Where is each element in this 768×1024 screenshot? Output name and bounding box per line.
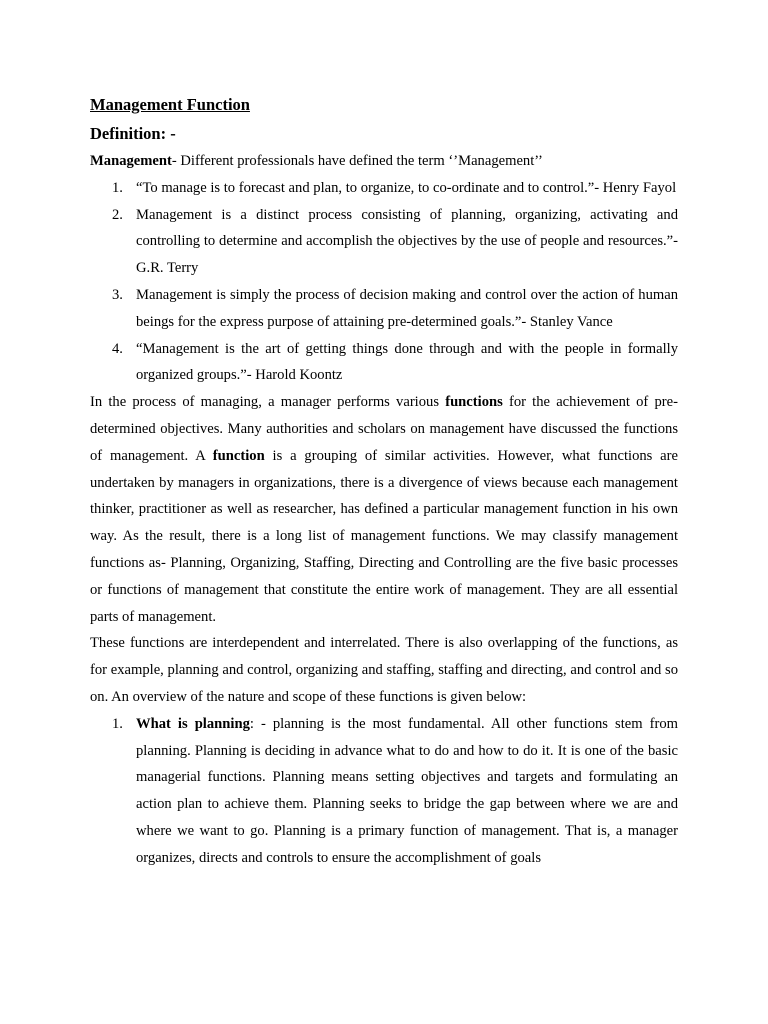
functions-list [90, 711, 678, 872]
interdependence-paragraph: These functions are interdependent and interrelated. There is also overlapping of the functions, as for example, planning and control, organizing and staffing, staffing and directing, and control and so on. An overview of the nature and scope of these functions is given below: [90, 635, 678, 705]
list-number: 1. [112, 179, 123, 196]
document-content [90, 92, 678, 872]
intro-text: - Different professionals have defined the term ‘’Management’’ [171, 153, 543, 169]
functions-overview-paragraph [90, 389, 678, 630]
list-number: 4. [112, 340, 123, 357]
list-item [90, 282, 678, 336]
definitions-list [90, 175, 678, 389]
intro-paragraph [90, 148, 678, 175]
definition-text: “To manage is to forecast and plan, to organize, to co-ordinate and to control.”- Henry Fayol [136, 179, 677, 196]
functions-term: functions [445, 394, 503, 411]
para-text: for the achievement of pre-determined objectives. Many authorities and scholars on management have discussed the functions of management. A [90, 394, 678, 464]
list-number: 2. [112, 206, 123, 223]
document-title: Management Function [90, 95, 250, 114]
intro-term: Management [90, 153, 172, 169]
list-number: 1. [112, 715, 123, 732]
function-text: : - planning is the most fundamental. All other functions stem from planning. Planning is deciding in advance what to do and how to do it. It is one of the basic managerial functions. Planning means setting objectives and targets and formulating an action plan to achieve them. Planning seeks to bridge the gap between where we are and where we want to go. Planning is a primary function of management. That is, a manager organizes, directs and controls to ensure the accomplishment of goals [136, 715, 678, 866]
definition-heading: Definition: - [90, 124, 176, 143]
definition-text: Management is simply the process of decision making and control over the action of human beings for the express purpose of attaining pre-determined goals.”- Stanley Vance [136, 286, 678, 330]
list-item [90, 202, 678, 282]
definition-text: “Management is the art of getting things done through and with the people in formally organized groups.”- Harold Koontz [136, 340, 678, 384]
definition-text: Management is a distinct process consisting of planning, organizing, activating and controlling to determine and accomplish the objectives by the use of people and resources.”- G.R. Terry [136, 206, 678, 277]
para-text: In the process of managing, a manager performs various [90, 394, 446, 411]
list-item [90, 175, 678, 202]
para-text: is a grouping of similar activities. However, what functions are undertaken by managers in organizations, there is a divergence of views because each management thinker, practitioner as well as researcher, has defined a particular management function in his own way. As the result, there is a long list of management functions. We may classify management functions as- Planning, Organizing, Staffing, Directing and Controlling are the five basic processes or functions of management that constitute the entire work of management. They are all essential parts of management. [90, 447, 678, 625]
function-heading: What is planning [136, 715, 250, 732]
list-item [90, 711, 678, 872]
list-item [90, 336, 678, 390]
list-number: 3. [112, 286, 123, 303]
function-term: function [212, 447, 265, 464]
